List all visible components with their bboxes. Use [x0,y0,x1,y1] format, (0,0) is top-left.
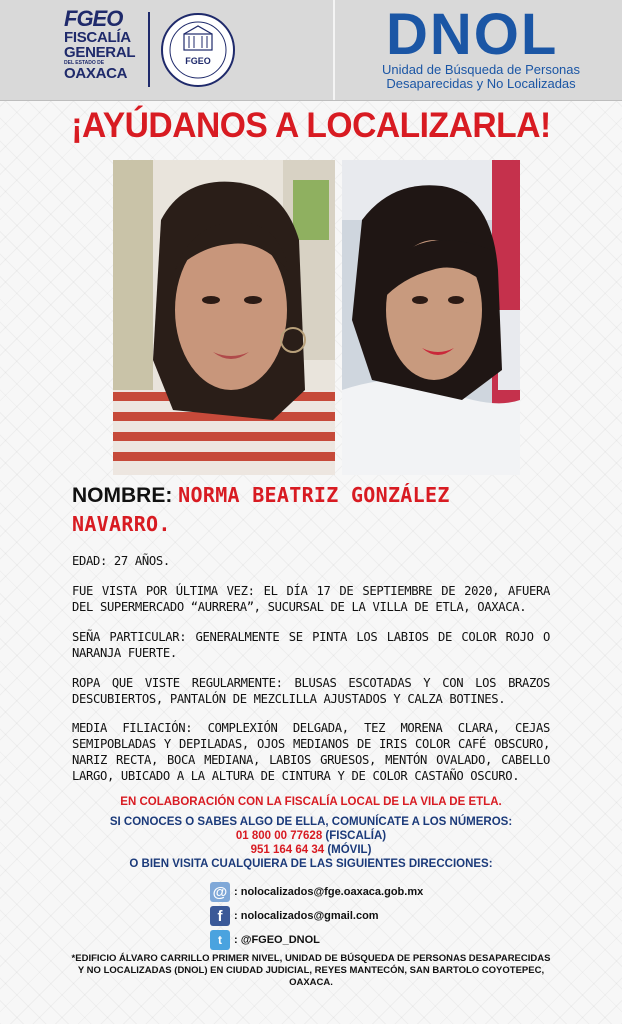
last-seen-text: FUE VISTA POR ÚLTIMA VEZ: EL DÍA 17 DE SEPTIEMBRE DE 2020, AFUERA DEL SUPERMERCADO “AURRERA”, SUCURSAL DE LA VILLA DE ETLA, OAXACA. [72,584,550,614]
contact-twitter-text: : @FGEO_DNOL [234,934,320,946]
particular-sign-text: SEÑA PARTICULAR: GENERALMENTE SE PINTA LOS LABIOS DE COLOR ROJO O NARANJA FUERTE. [72,630,550,660]
phone-label-2: (MÓVIL) [327,844,372,856]
fgeo-line3: OAXACA [64,65,128,82]
call-to-action-text: SI CONOCES O SABES ALGO DE ELLA, COMUNÍCATE A LOS NÚMEROS: [109,816,513,828]
seal-logo [160,10,236,95]
seal-text: FGEO [185,56,211,66]
name-label: NOMBRE: [72,484,173,507]
name-block [72,481,550,539]
email-icon: @ [210,882,230,902]
dnol-subtitle-1: Unidad de Búsqueda de Personas [381,62,581,77]
twitter-icon: t [210,930,230,950]
fgeo-logo [64,8,135,81]
header-divider [333,0,335,100]
logo-divider [148,12,150,87]
contact-facebook-text: : nolocalizados@gmail.com [234,910,379,922]
contact-email-text: : nolocalizados@fge.oaxaca.gob.mx [234,886,424,898]
fgeo-short: FGEO [64,6,123,31]
phone-number-1[interactable]: 01 800 00 77628 [235,830,323,842]
phone-number-2[interactable]: 951 164 64 34 [250,844,325,856]
photo-2 [342,160,520,475]
visit-text: O BIEN VISITA CUALQUIERA DE LAS SIGUIENTES DIRECCIONES: [129,858,493,870]
fgeo-line2: GENERAL [64,44,136,61]
dnol-subtitle [340,63,622,91]
facebook-icon: f [210,906,230,926]
phone-label-1: (FISCALÍA) [325,830,387,842]
footnote: *EDIFICIO ÁLVARO CARRILLO PRIMER NIVEL, UNIDAD DE BÚSQUEDA DE PERSONAS DESAPARECIDAS Y NO LOCALIZADAS (DNOL) EN CIUDAD JUDICIAL, REYES MANTECÓN, SAN BARTOLO COYOTEPEC, OAXACA. [71,953,551,988]
dnol-subtitle-2: Desaparecidas y No Localizadas [386,76,576,91]
fgeo-small-text: DEL ESTADO DE [64,60,105,66]
headline: ¡AYÚDANOS A LOCALIZARLA! [71,106,551,145]
dnol-title: DNOL [386,2,559,67]
fgeo-line1: FISCALÍA [64,29,131,46]
description-text: MEDIA FILIACIÓN: COMPLEXIÓN DELGADA, TEZ MORENA CLARA, CEJAS SEMIPOBLADAS Y DEPILADAS, OJOS MEDIANOS DE IRIS COLOR CAFÉ OBSCURO, NARIZ RECTA, BOCA MEDIANA, LABIOS GRUESOS, MENTÓN OVALADO, CABELLO LARGO, UBICADO A LA ALTURA DE CINTURA Y DE COLOR CASTAÑO OSCURO. [72,721,550,783]
header-bar [0,0,622,101]
contact-twitter[interactable] [210,929,320,951]
phone-line-2 [0,843,622,857]
contact-facebook[interactable] [210,905,379,927]
clothing-text: ROPA QUE VISTE REGULARMENTE: BLUSAS ESCOTADAS Y CON LOS BRAZOS DESCUBIERTOS, PANTALÓN DE MEZCLILLA AJUSTADOS Y CALZA BOTINES. [72,676,550,706]
phone-line-1 [0,829,622,843]
age-text: EDAD: 27 AÑOS. [72,554,170,568]
collaboration-text: EN COLABORACIÓN CON LA FISCALÍA LOCAL DE LA VILA DE ETLA. [120,796,502,808]
photo-1 [113,160,335,475]
name-value: NORMA BEATRIZ GONZÁLEZ NAVARRO. [72,483,450,536]
contact-email[interactable] [210,881,423,903]
